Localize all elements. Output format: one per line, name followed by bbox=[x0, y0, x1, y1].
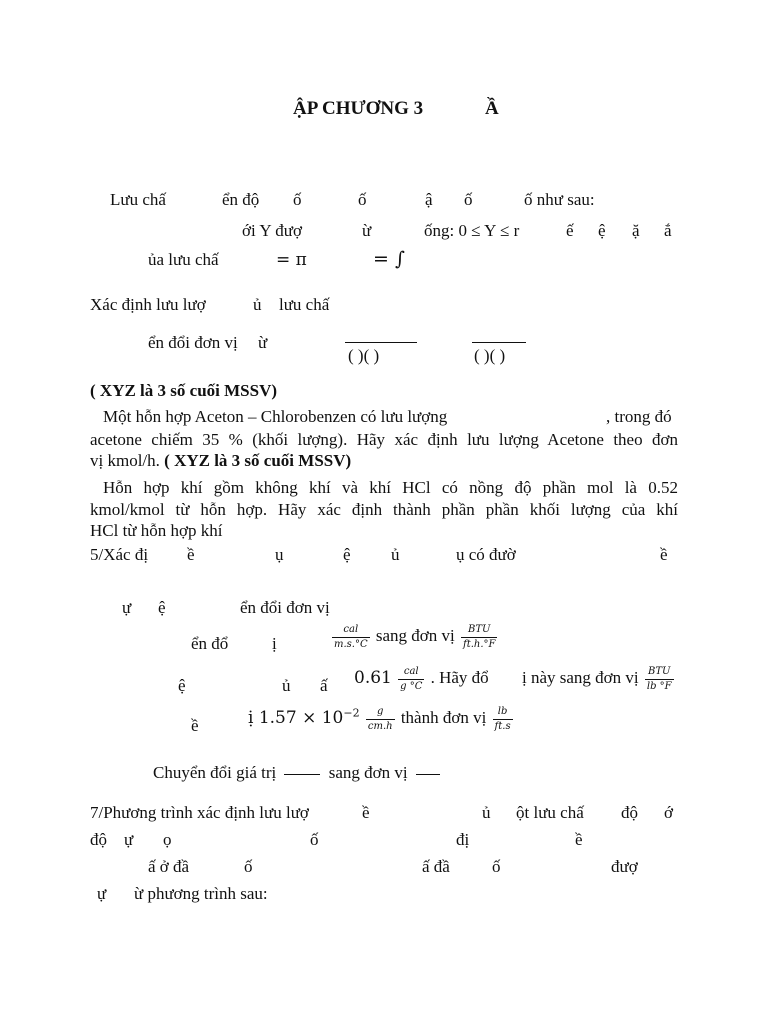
q6b-expr: ị này sang đơn vị $\frac{\text{BTU}}{lb ^\circ F}$ bbox=[522, 666, 672, 692]
q7-text: đượ bbox=[611, 857, 638, 876]
q5-text: ụ có đườ bbox=[456, 545, 516, 564]
intro-integral: = ∫ bbox=[373, 248, 405, 270]
intro-fragment: ố bbox=[358, 190, 367, 209]
intro-fragment: ậ bbox=[425, 190, 433, 209]
unit-fraction: $\frac{g}{cm.h}$ bbox=[367, 706, 393, 732]
unit-fraction: $\frac{lb}{ft.s}$ bbox=[494, 706, 511, 732]
intro-fragment: ển độ bbox=[222, 190, 260, 209]
unit-fraction: $\frac{\text{cal}}{m.s.^\circ C}$ bbox=[334, 624, 368, 650]
intro-equation: = π bbox=[276, 250, 307, 270]
q6d-line: Chuyển đổi giá trị sang đơn vị bbox=[153, 763, 440, 783]
q7-text: ột lưu chấ bbox=[516, 803, 584, 822]
q2-text: ủ bbox=[253, 295, 262, 314]
p4-line: acetone chiếm 35 % (khối lượng). Hãy xác định lưu lượng Acetone theo đơn bbox=[90, 430, 678, 449]
p4-unit: vị kmol/h. bbox=[90, 451, 160, 470]
q7-text: ự bbox=[97, 884, 107, 903]
intro-fragment: ố bbox=[293, 190, 302, 209]
intro-fragment: ệ bbox=[598, 221, 606, 240]
q7-text: ớ bbox=[664, 803, 673, 822]
intro-fragment: ới Y đượ bbox=[242, 221, 302, 240]
q6-text: ự bbox=[122, 598, 132, 617]
q5-text: ề bbox=[660, 545, 668, 564]
q7-text: độ bbox=[621, 803, 638, 822]
q7-text: ấ ở đầ bbox=[148, 857, 190, 876]
q6-text: ệ bbox=[158, 598, 166, 617]
q7-text: ự bbox=[124, 830, 134, 849]
q3-paren: ( )( ) bbox=[474, 346, 506, 365]
q5-text: ệ bbox=[343, 545, 351, 564]
q6-text: ển đổi đơn vị bbox=[240, 598, 330, 617]
fraction-bar bbox=[472, 342, 526, 343]
intro-fragment: ố bbox=[464, 190, 473, 209]
q6a-text: ển đổ bbox=[191, 634, 229, 653]
q6a-text: ị bbox=[272, 634, 277, 653]
unit-fraction: $\frac{\text{BTU}}{lb ^\circ F}$ bbox=[646, 666, 672, 692]
q6b-text: ủ bbox=[282, 676, 291, 695]
q7-text: ố bbox=[244, 857, 253, 876]
q5-text: ề bbox=[187, 545, 195, 564]
p5-line: HCl từ hỗn hợp khí bbox=[90, 521, 223, 540]
q5-text: ủ bbox=[391, 545, 400, 564]
intro-fragment: ắ bbox=[664, 221, 672, 240]
unit-fraction: $\frac{\text{BTU}}{ft.h.^\circ F}$ bbox=[463, 624, 496, 650]
intro-fragment: ặ bbox=[632, 221, 640, 240]
q7-text: ủ bbox=[482, 803, 491, 822]
q6a-expr: $\frac{\text{cal}}{m.s.^\circ C}$ sang đơn vị $\frac{\text{BTU}}{ft.h.^\circ F}$ bbox=[334, 624, 496, 650]
fraction-bar bbox=[345, 342, 417, 343]
p4-line bbox=[90, 451, 351, 471]
intro-fragment: ủa lưu chấ bbox=[148, 250, 219, 269]
q6b-text: ệ bbox=[178, 676, 186, 695]
mssv-note: ( XYZ là 3 số cuối MSSV) bbox=[90, 381, 278, 400]
q7-text: ề bbox=[575, 830, 583, 849]
intro-fragment: Lưu chấ bbox=[110, 190, 166, 209]
page-title bbox=[293, 98, 423, 121]
q7-text: độ bbox=[90, 830, 107, 849]
intro-fragment: ừ bbox=[362, 221, 372, 240]
p5-line: Hỗn hợp khí gồm không khí và khí HCl có nồng độ phần mol là 0.52 bbox=[103, 478, 678, 497]
p5-line: kmol/kmol từ hỗn hợp. Hãy xác định thành phần phần khối lượng của khí bbox=[90, 500, 678, 519]
q5-text: ụ bbox=[275, 545, 284, 564]
q7-text: ề bbox=[362, 803, 370, 822]
q3-text: ển đổi đơn vị bbox=[148, 333, 238, 352]
q6c-expr: ị $1.57 \times 10^{-2}$ $\frac{g}{cm.h}$ thành đơn vị $\frac{lb}{ft.s}$ bbox=[248, 706, 511, 732]
intro-fragment: ố như sau: bbox=[524, 190, 595, 209]
q6b-text: ấ bbox=[320, 676, 328, 695]
q7-text: 7/Phương trình xác định lưu lượ bbox=[90, 803, 309, 822]
q7-text: ọ bbox=[163, 830, 172, 849]
q5-text: 5/Xác đị bbox=[90, 545, 149, 564]
q7-text: ố bbox=[310, 830, 319, 849]
title-text: ẬP CHƯƠNG 3 bbox=[293, 98, 424, 119]
intro-fragment: ế bbox=[566, 221, 574, 240]
blank-fraction bbox=[284, 774, 320, 775]
unit-fraction: $\frac{\text{cal}}{g ^\circ C}$ bbox=[400, 666, 423, 692]
q7-text: ấ đầ bbox=[422, 857, 450, 876]
mssv-note: ( XYZ là 3 số cuối MSSV) bbox=[164, 451, 352, 470]
q7-text: ừ phương trình sau: bbox=[134, 884, 268, 903]
q2-text: lưu chấ bbox=[279, 295, 330, 314]
intro-fragment: ống: 0 ≤ Y ≤ r bbox=[424, 221, 520, 240]
q6c-text: ề bbox=[191, 716, 199, 735]
blank-fraction bbox=[416, 774, 440, 775]
p4-line: , trong đó bbox=[606, 407, 672, 426]
q3-paren: ( )( ) bbox=[348, 346, 380, 365]
title-fragment: Ầ bbox=[485, 98, 499, 119]
p4-line: Một hỗn hợp Aceton – Chlorobenzen có lưu lượng bbox=[103, 407, 448, 426]
q3-text: ừ bbox=[258, 333, 268, 352]
q7-text: ố bbox=[492, 857, 501, 876]
q6b-expr: 0.61 $\frac{\text{cal}}{g ^\circ C}$ . Hãy đổ bbox=[354, 666, 489, 692]
q7-text: đị bbox=[456, 830, 470, 849]
q2-text: Xác định lưu lượ bbox=[90, 295, 206, 314]
